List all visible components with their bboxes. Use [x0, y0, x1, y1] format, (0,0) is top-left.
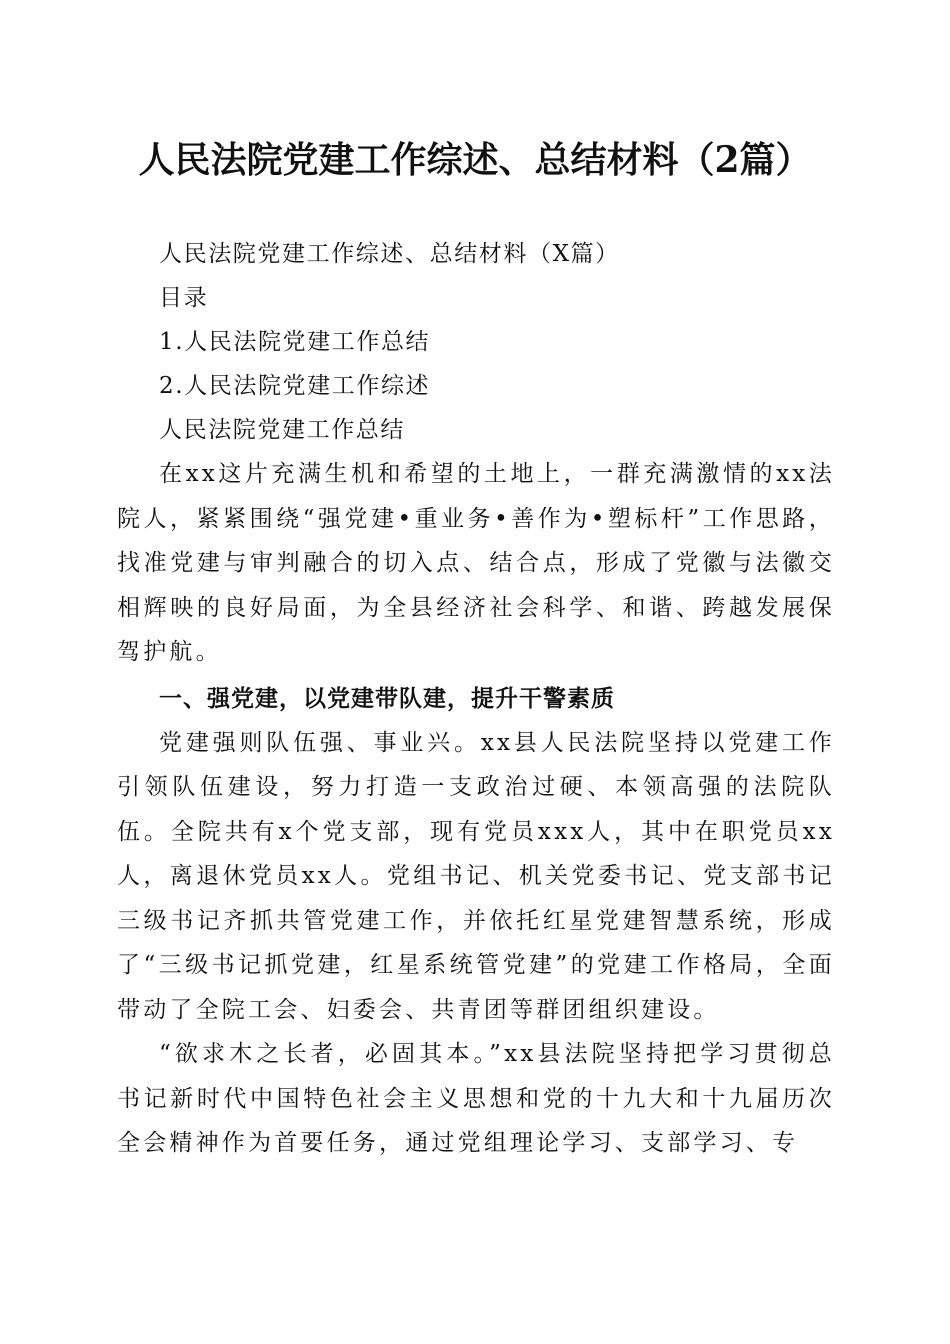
- toc-item-2: 2.人民法院党建工作综述: [159, 373, 431, 399]
- document-subtitle: 人民法院党建工作综述、总结材料（X篇）: [159, 241, 620, 267]
- document-body: [117, 232, 835, 1166]
- document-title: 人民法院党建工作综述、总结材料（2篇）: [138, 139, 812, 181]
- paragraph-3: “欲求木之长者，必固其本。”xx县法院坚持把学习贯彻总书记新时代中国特色社会主义思想和党的十九大和十九届历次全会精神作为首要任务，通过党组理论学习、支部学习、专: [117, 1041, 835, 1156]
- toc-label: 目录: [159, 285, 209, 311]
- toc-item-1: 1.人民法院党建工作总结: [159, 329, 431, 355]
- intro-paragraph: 在xx这片充满生机和希望的土地上，一群充满激情的xx法院人，紧紧围绕“强党建•重业务•善作为•塑标杆”工作思路，找准党建与审判融合的切入点、结合点，形成了党徽与法徽交相辉映的良好局面，为全县经济社会科学、和谐、跨越发展保驾护航。: [117, 461, 835, 665]
- section-title: 人民法院党建工作总结: [159, 417, 405, 443]
- paragraph-2: 党建强则队伍强、事业兴。xx县人民法院坚持以党建工作引领队伍建设，努力打造一支政治过硬、本领高强的法院队伍。全院共有x个党支部，现有党员xxx人，其中在职党员xx人，离退休党员xx人。党组书记、机关党委书记、党支部书记三级书记齐抓共管党建工作，并依托红星党建智慧系统，形成了“三级书记抓党建，红星系统管党建”的党建工作格局，全面带动了全院工会、妇委会、共青团等群团组织建设。: [117, 729, 835, 1023]
- heading-1: 一、强党建，以党建带队建，提升干警素质: [159, 685, 615, 712]
